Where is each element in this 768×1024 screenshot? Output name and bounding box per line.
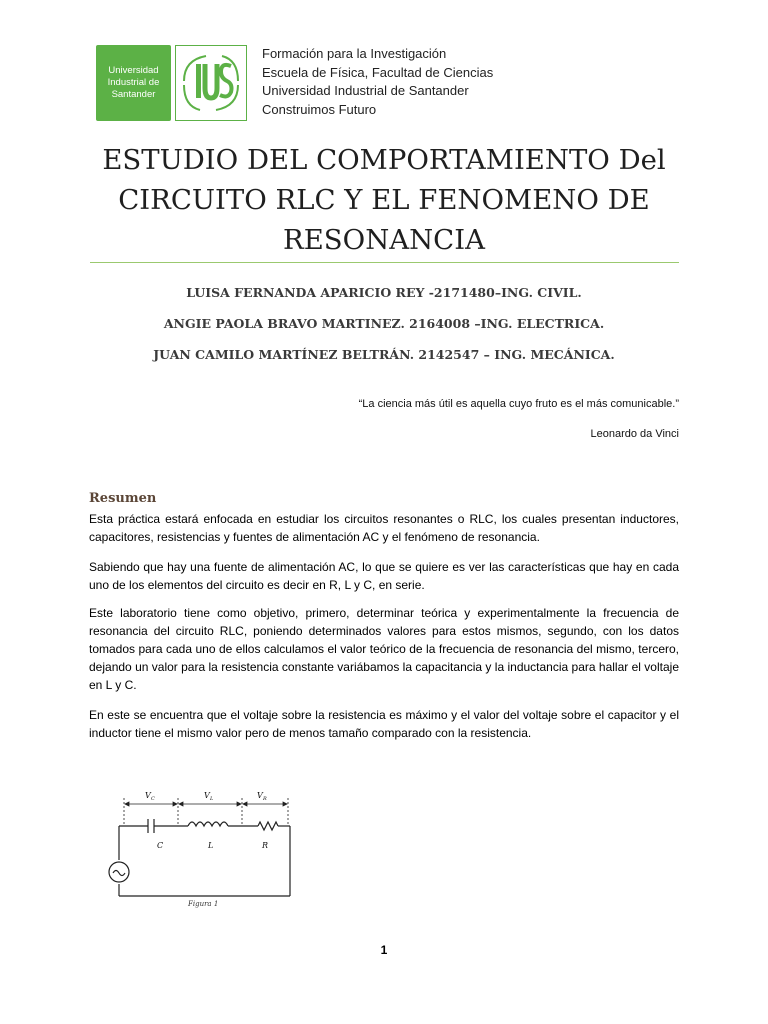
abstract-paragraph: Esta práctica estará enfocada en estudiar los circuitos resonantes o RLC, los cuales presentan inductores, capacitores, resistencias y fuentes de alimentación AC y el fenómeno de resonancia. (89, 512, 679, 544)
resistor-label: R (262, 841, 269, 850)
vl-label: V (204, 791, 210, 800)
author-line: ANGIE PAOLA BRAVO MARTINEZ. 2164008 –ING. ELECTRICA. (163, 316, 605, 331)
vl-subscript: L (210, 796, 214, 802)
author-line: LUISA FERNANDA APARICIO REY -2171480–ING. CIVIL. (186, 285, 582, 300)
page-number: 1 (380, 943, 388, 957)
rlc-circuit-diagram (104, 786, 304, 912)
title-divider (90, 262, 679, 263)
rlc-circuit-figure (104, 786, 304, 912)
epigraph-quote: “La ciencia más útil es aquella cuyo fruto es el más comunicable.” (358, 398, 679, 410)
header-line: Formación para la Investigación (262, 46, 447, 61)
capacitor-label: C (157, 841, 164, 850)
uis-emblem-icon (175, 45, 247, 121)
inductor-label: L (208, 841, 214, 850)
vr-subscript: R (263, 796, 267, 802)
vc-subscript: C (151, 796, 155, 802)
institution-header (262, 45, 493, 119)
university-logo-text: Universidad Industrial de Santander (107, 65, 160, 100)
figure-caption: Figura 1 (188, 900, 219, 908)
author-line: JUAN CAMILO MARTÍNEZ BELTRÁN. 2142547 – ING. MECÁNICA. (153, 347, 615, 362)
document-title: ESTUDIO DEL COMPORTAMIENTO Del CIRCUITO RLC Y EL FENOMENO DE RESONANCIA (102, 144, 666, 256)
abstract-paragraph: En este se encuentra que el voltaje sobre la resistencia es máximo y el valor del voltaje sobre el capacitor y el inductor tiene el mismo valor pero de menos tamaño comparado con la resistencia. (89, 708, 679, 740)
university-logo (96, 45, 171, 121)
header-line: Universidad Industrial de Santander (262, 83, 469, 98)
abstract-paragraph: Sabiendo que hay una fuente de alimentación AC, lo que se quiere es ver las características que hay en cada uno de los elementos del circuito es decir en R, L y C, en serie. (89, 560, 679, 592)
abstract-heading: Resumen (89, 491, 157, 506)
epigraph-author: Leonardo da Vinci (590, 428, 679, 440)
header-line: Construimos Futuro (262, 101, 377, 117)
author-list (60, 284, 708, 377)
vr-label: V (257, 791, 263, 800)
header-line: Escuela de Física, Facultad de Ciencias (262, 64, 494, 80)
vc-label: V (145, 791, 151, 800)
abstract-paragraph: Este laboratorio tiene como objetivo, primero, determinar teórica y experimentalmente la frecuencia de resonancia del circuito RLC, poniendo determinados valores para estos mismos, segundo, con los datos tomados para cada uno de ellos calculamos el valor teórico de la frecuencia de resonancia del mismo, tercero, dejando un valor para la resistencia constante variábamos la capacitancia y la inductancia para hallar el voltaje en L y C. (89, 606, 679, 692)
